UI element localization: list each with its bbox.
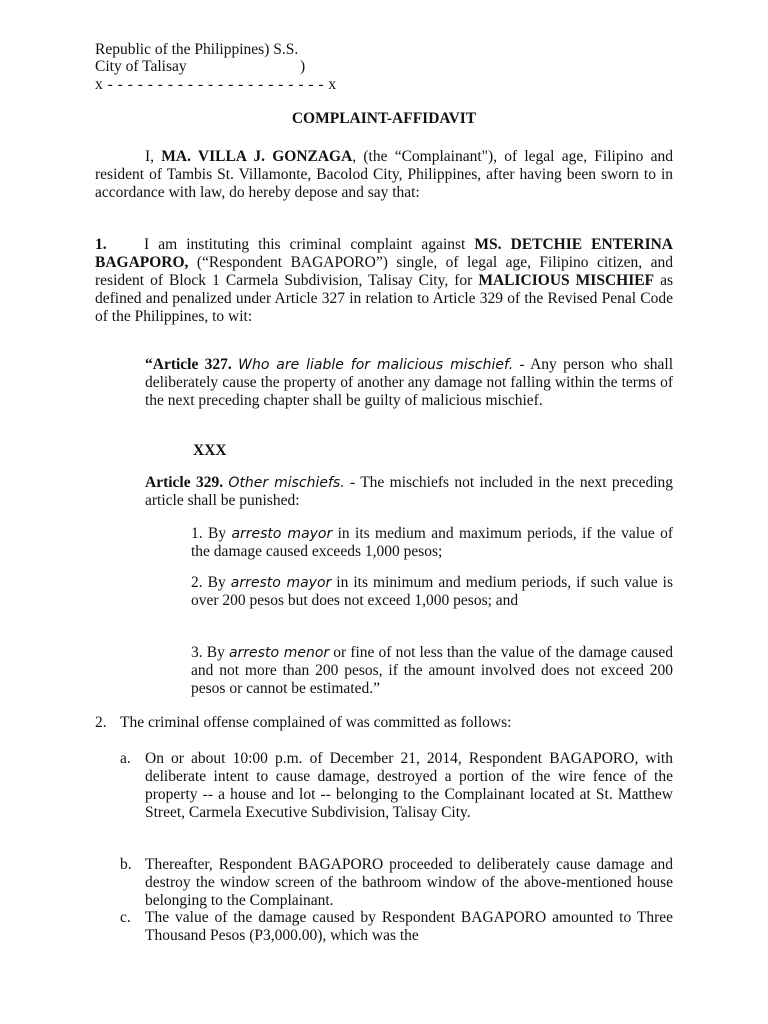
item-3-pre: 3. By (191, 644, 229, 661)
item-2-pre: 2. By (191, 574, 231, 591)
article-327-text: - Any person who shall deliberately cause the property of another any damage not falling within the terms of the next preceding chapter shall be guilty of malicious mischief. (145, 356, 674, 409)
article-327-title: Who are liable for malicious mischief. (238, 357, 514, 373)
article-329-label: Article 329. (145, 474, 224, 491)
item-1-term: arresto mayor (231, 526, 333, 542)
item-3-post: or fine of not less than the value of the damage caused and not more than 200 pesos, if the amount involved does not exceed 200 pesos or cannot be estimated.” (191, 644, 674, 697)
paragraph-1-text-a: I am instituting this criminal complaint against (144, 236, 475, 253)
document-title: COMPLAINT-AFFIDAVIT (291, 110, 477, 127)
item-2-post: in its minimum and medium periods, if such value is over 200 pesos but does not exceed 1,000 pesos; and (191, 574, 674, 609)
item-2-term: arresto mayor (230, 575, 332, 591)
item-1-pre: 1. By (191, 525, 232, 542)
sub-item-a-letter: a. (120, 750, 131, 767)
offense-name: MALICIOUS MISCHIEF (478, 272, 655, 289)
article-329-item-3 (191, 644, 673, 698)
omission-marker: XXX (193, 442, 227, 459)
intro-post: , (the “Complainant"), of legal age, Filipino and resident of Tambis St. Villamonte, Bacolod City, Philippines, after having been sworn to in accordance with law, do hereby depose and say that: (95, 148, 674, 201)
venue-line-2-paren: ) (300, 58, 306, 75)
venue-line-1: Republic of the Philippines) S.S. (95, 41, 299, 58)
paragraph-1 (95, 236, 673, 326)
item-1-post: in its medium and maximum periods, if the value of the damage caused exceeds 1,000 pesos; (191, 525, 674, 560)
article-329-item-2 (191, 574, 673, 610)
article-329-item-1 (191, 525, 673, 561)
sub-item-a-text: On or about 10:00 p.m. of December 21, 2014, Respondent BAGAPORO, with deliberate intent to cause damage, destroyed a portion of the wire fence of the property -- a house and lot -- belonging to the Complainant located at St. Matthew Street, Carmela Executive Subdivision, Talisay City. (145, 750, 673, 821)
article-329-text: - The mischiefs not included in the next preceding article shall be punished: (145, 474, 674, 509)
complainant-name: MA. VILLA J. GONZAGA (161, 148, 353, 165)
paragraph-2-number: 2. (95, 714, 107, 731)
article-329-quote (145, 474, 673, 510)
article-329-title: Other mischiefs. (228, 475, 345, 491)
venue-line-2-city: City of Talisay (95, 58, 187, 75)
venue-separator: x - - - - - - - - - - - - - - - - - - - - - - x (95, 76, 337, 93)
paragraph-1-number: 1. (95, 236, 107, 253)
sub-item-c-letter: c. (120, 909, 131, 926)
paragraph-1-text-c: as defined and penalized under Article 327 in relation to Article 329 of the Revised Penal Code of the Philippines, to wit: (95, 272, 673, 325)
article-327-label: “Article 327. (145, 356, 232, 373)
intro-paragraph (95, 148, 673, 202)
article-327-quote (145, 356, 673, 410)
item-3-term: arresto menor (228, 645, 330, 661)
sub-item-b-letter: b. (120, 856, 132, 873)
paragraph-2-text: The criminal offense complained of was committed as follows: (120, 714, 512, 731)
sub-item-c-text: The value of the damage caused by Respondent BAGAPORO amounted to Three Thousand Pesos (P3,000.00), which was the (145, 909, 673, 944)
sub-item-b-text: Thereafter, Respondent BAGAPORO proceeded to deliberately cause damage and destroy the window screen of the bathroom window of the above-mentioned house belonging to the Complainant. (145, 856, 673, 909)
paragraph-1-text-b: (“Respondent BAGAPORO”) single, of legal age, Filipino citizen, and resident of Block 1 Carmela Subdivision, Talisay City, for (95, 254, 673, 289)
respondent-name: MS. DETCHIE ENTERINA BAGAPORO, (95, 236, 674, 271)
intro-pre: I, (145, 148, 162, 165)
